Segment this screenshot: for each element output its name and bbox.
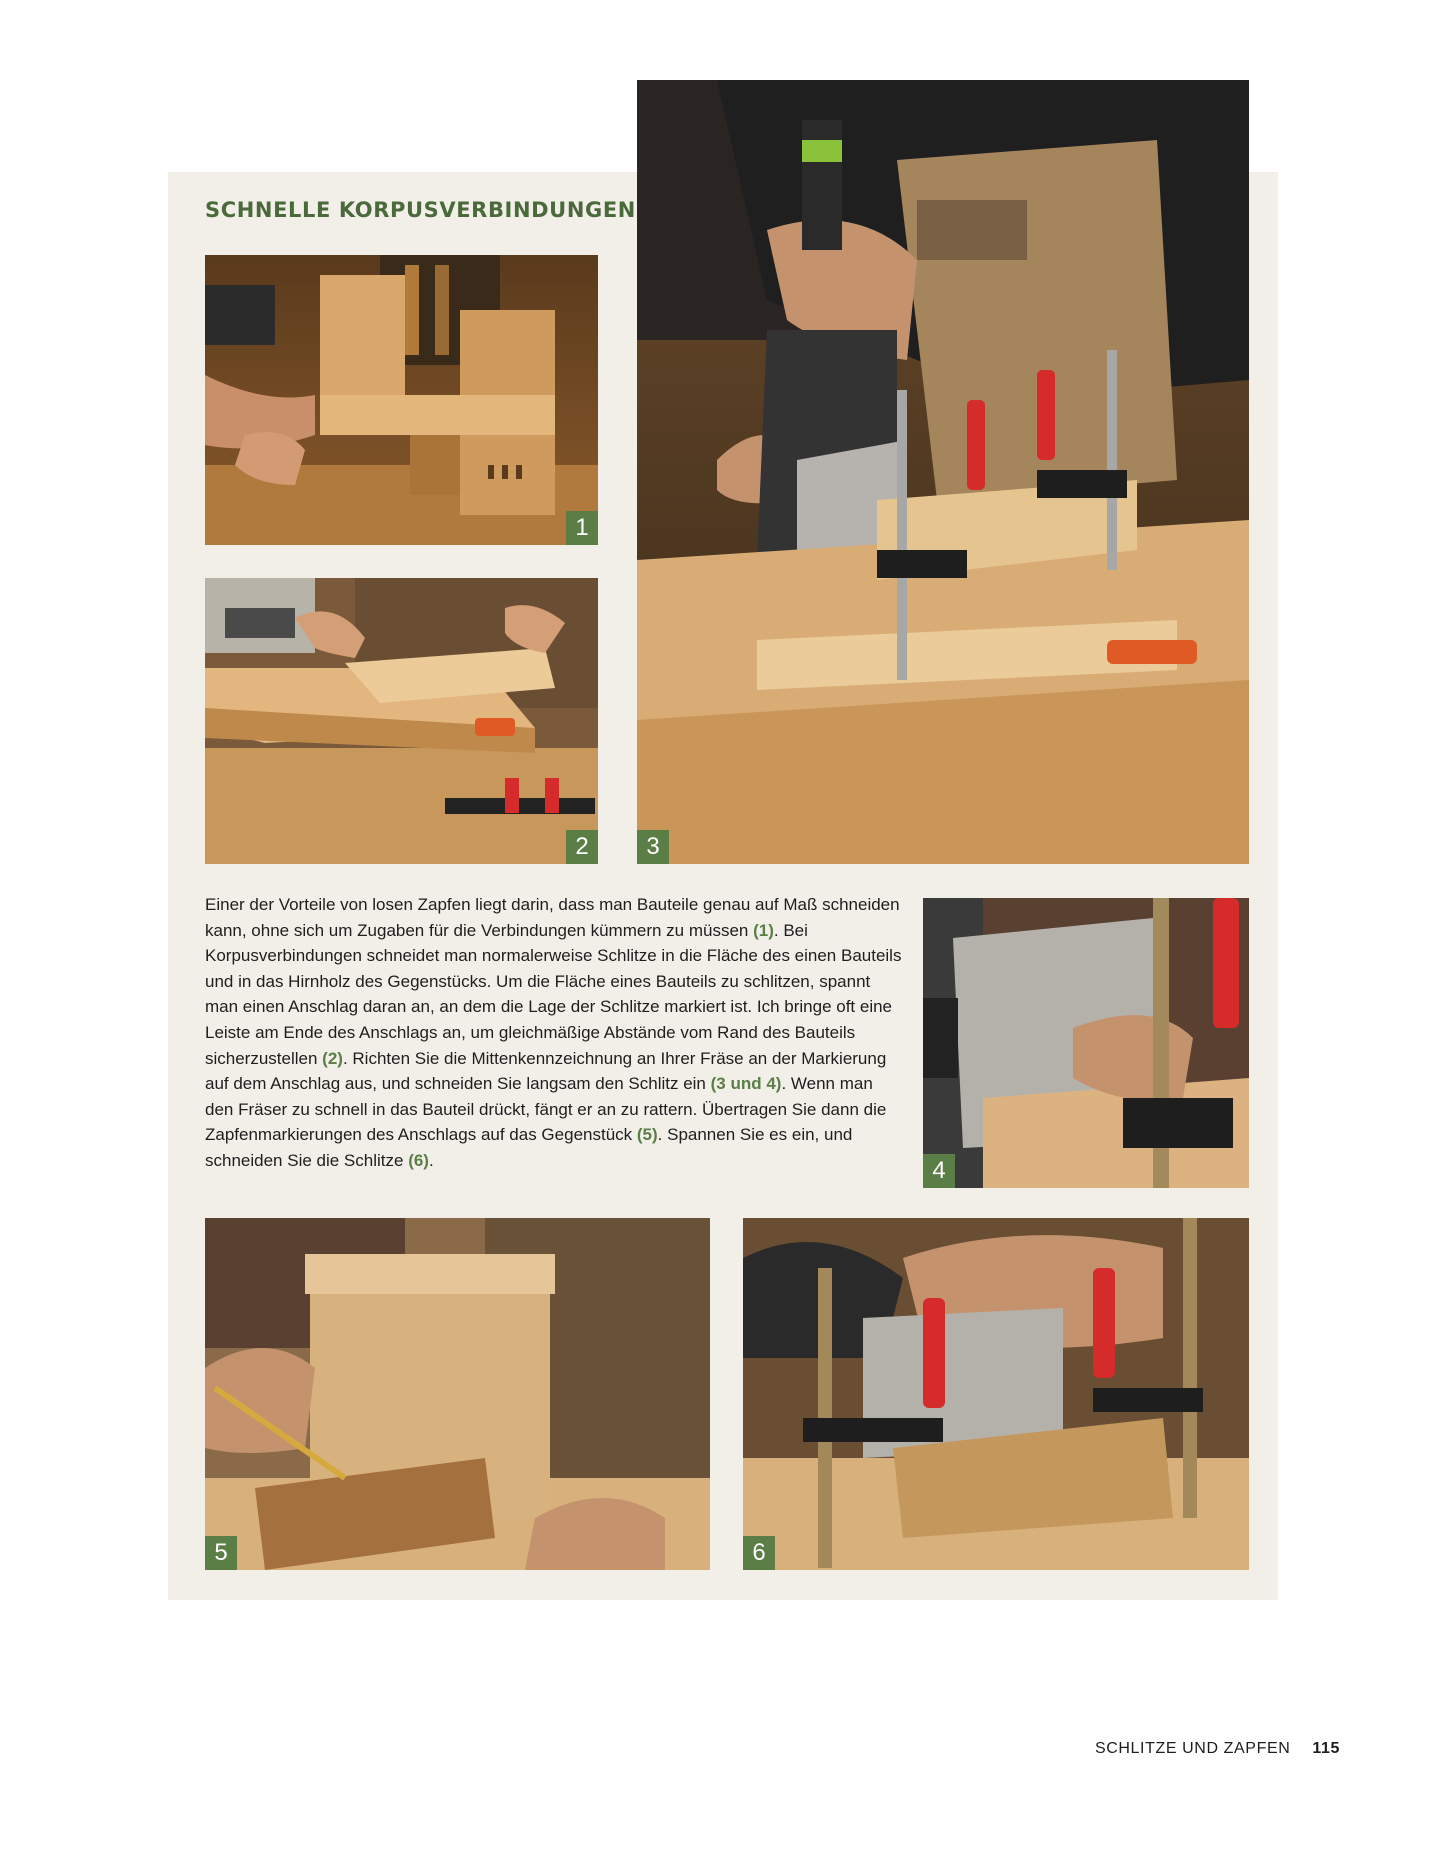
photo-6 (743, 1218, 1249, 1570)
photo-transfer-marks-icon (205, 1218, 710, 1570)
photo-number-badge: 2 (566, 830, 598, 864)
photo-joiner-cutting-face-icon (637, 80, 1249, 864)
photo-number-badge: 3 (637, 830, 669, 864)
photo-number-badge: 5 (205, 1536, 237, 1570)
photo-reference: (6) (408, 1150, 429, 1170)
photo-number-badge: 4 (923, 1154, 955, 1188)
photo-reference: (3 und 4) (710, 1074, 782, 1094)
photo-4 (923, 898, 1249, 1188)
photo-reference: (1) (753, 920, 774, 940)
photo-cutting-mating-piece-icon (743, 1218, 1249, 1570)
body-text-segment: . Bei Korpusverbindungen schneidet man normalerweise Schlitze in die Fläche des einen Bauteils und in das Hirnholz des Gegenstücks. Um die Fläche eines Bauteils zu schlitzen, spannt man einen Anschlag daran an, an dem die Lage der Schlitze markiert ist. Ich bringe oft eine Leiste am Ende des Anschlags an, um gleichmäßige Abstände vom Rand des Bauteils sicherzustellen (205, 920, 902, 1068)
photo-reference: (5) (636, 1125, 658, 1145)
page-footer (1095, 1740, 1340, 1758)
body-text-segment: . Richten Sie die Mittenkennzeichnung an Ihrer Fräse an der Markierung auf dem Anschlag aus, und schneiden Sie langsam den Schlitz ein (205, 1048, 887, 1094)
body-text-segment: . Spannen Sie es ein, und schneiden Sie die Schlitze (205, 1125, 853, 1170)
photo-reference: (2) (322, 1048, 343, 1068)
body-paragraph (205, 892, 905, 1174)
photo-1 (205, 255, 598, 545)
photo-carcase-dry-fit-icon (205, 255, 598, 545)
photo-2 (205, 578, 598, 864)
photo-joiner-closeup-icon (923, 898, 1249, 1188)
section-heading: SCHNELLE KORPUSVERBINDUNGEN (205, 198, 636, 222)
photo-5 (205, 1218, 710, 1570)
body-text-segment: . (428, 1150, 434, 1170)
photo-fence-spacer-strip-icon (205, 578, 598, 864)
chapter-title: SCHLITZE UND ZAPFEN (1094, 1740, 1291, 1757)
page-number: 115 (1312, 1740, 1340, 1757)
photo-3 (637, 80, 1249, 864)
photo-number-badge: 6 (743, 1536, 775, 1570)
body-text-segment: Einer der Vorteile von losen Zapfen liegt darin, dass man Bauteile genau auf Maß schneiden kann, ohne sich um Zugaben für die Verbindungen kümmern zu müssen (205, 895, 900, 940)
body-text-segment: . Wenn man den Fräser zu schnell in das Bauteil drückt, fängt er an zu rattern. Übertragen Sie dann die Zapfenmarkierungen des Anschlags auf das Gegenstück (205, 1074, 887, 1145)
photo-number-badge: 1 (566, 511, 598, 545)
